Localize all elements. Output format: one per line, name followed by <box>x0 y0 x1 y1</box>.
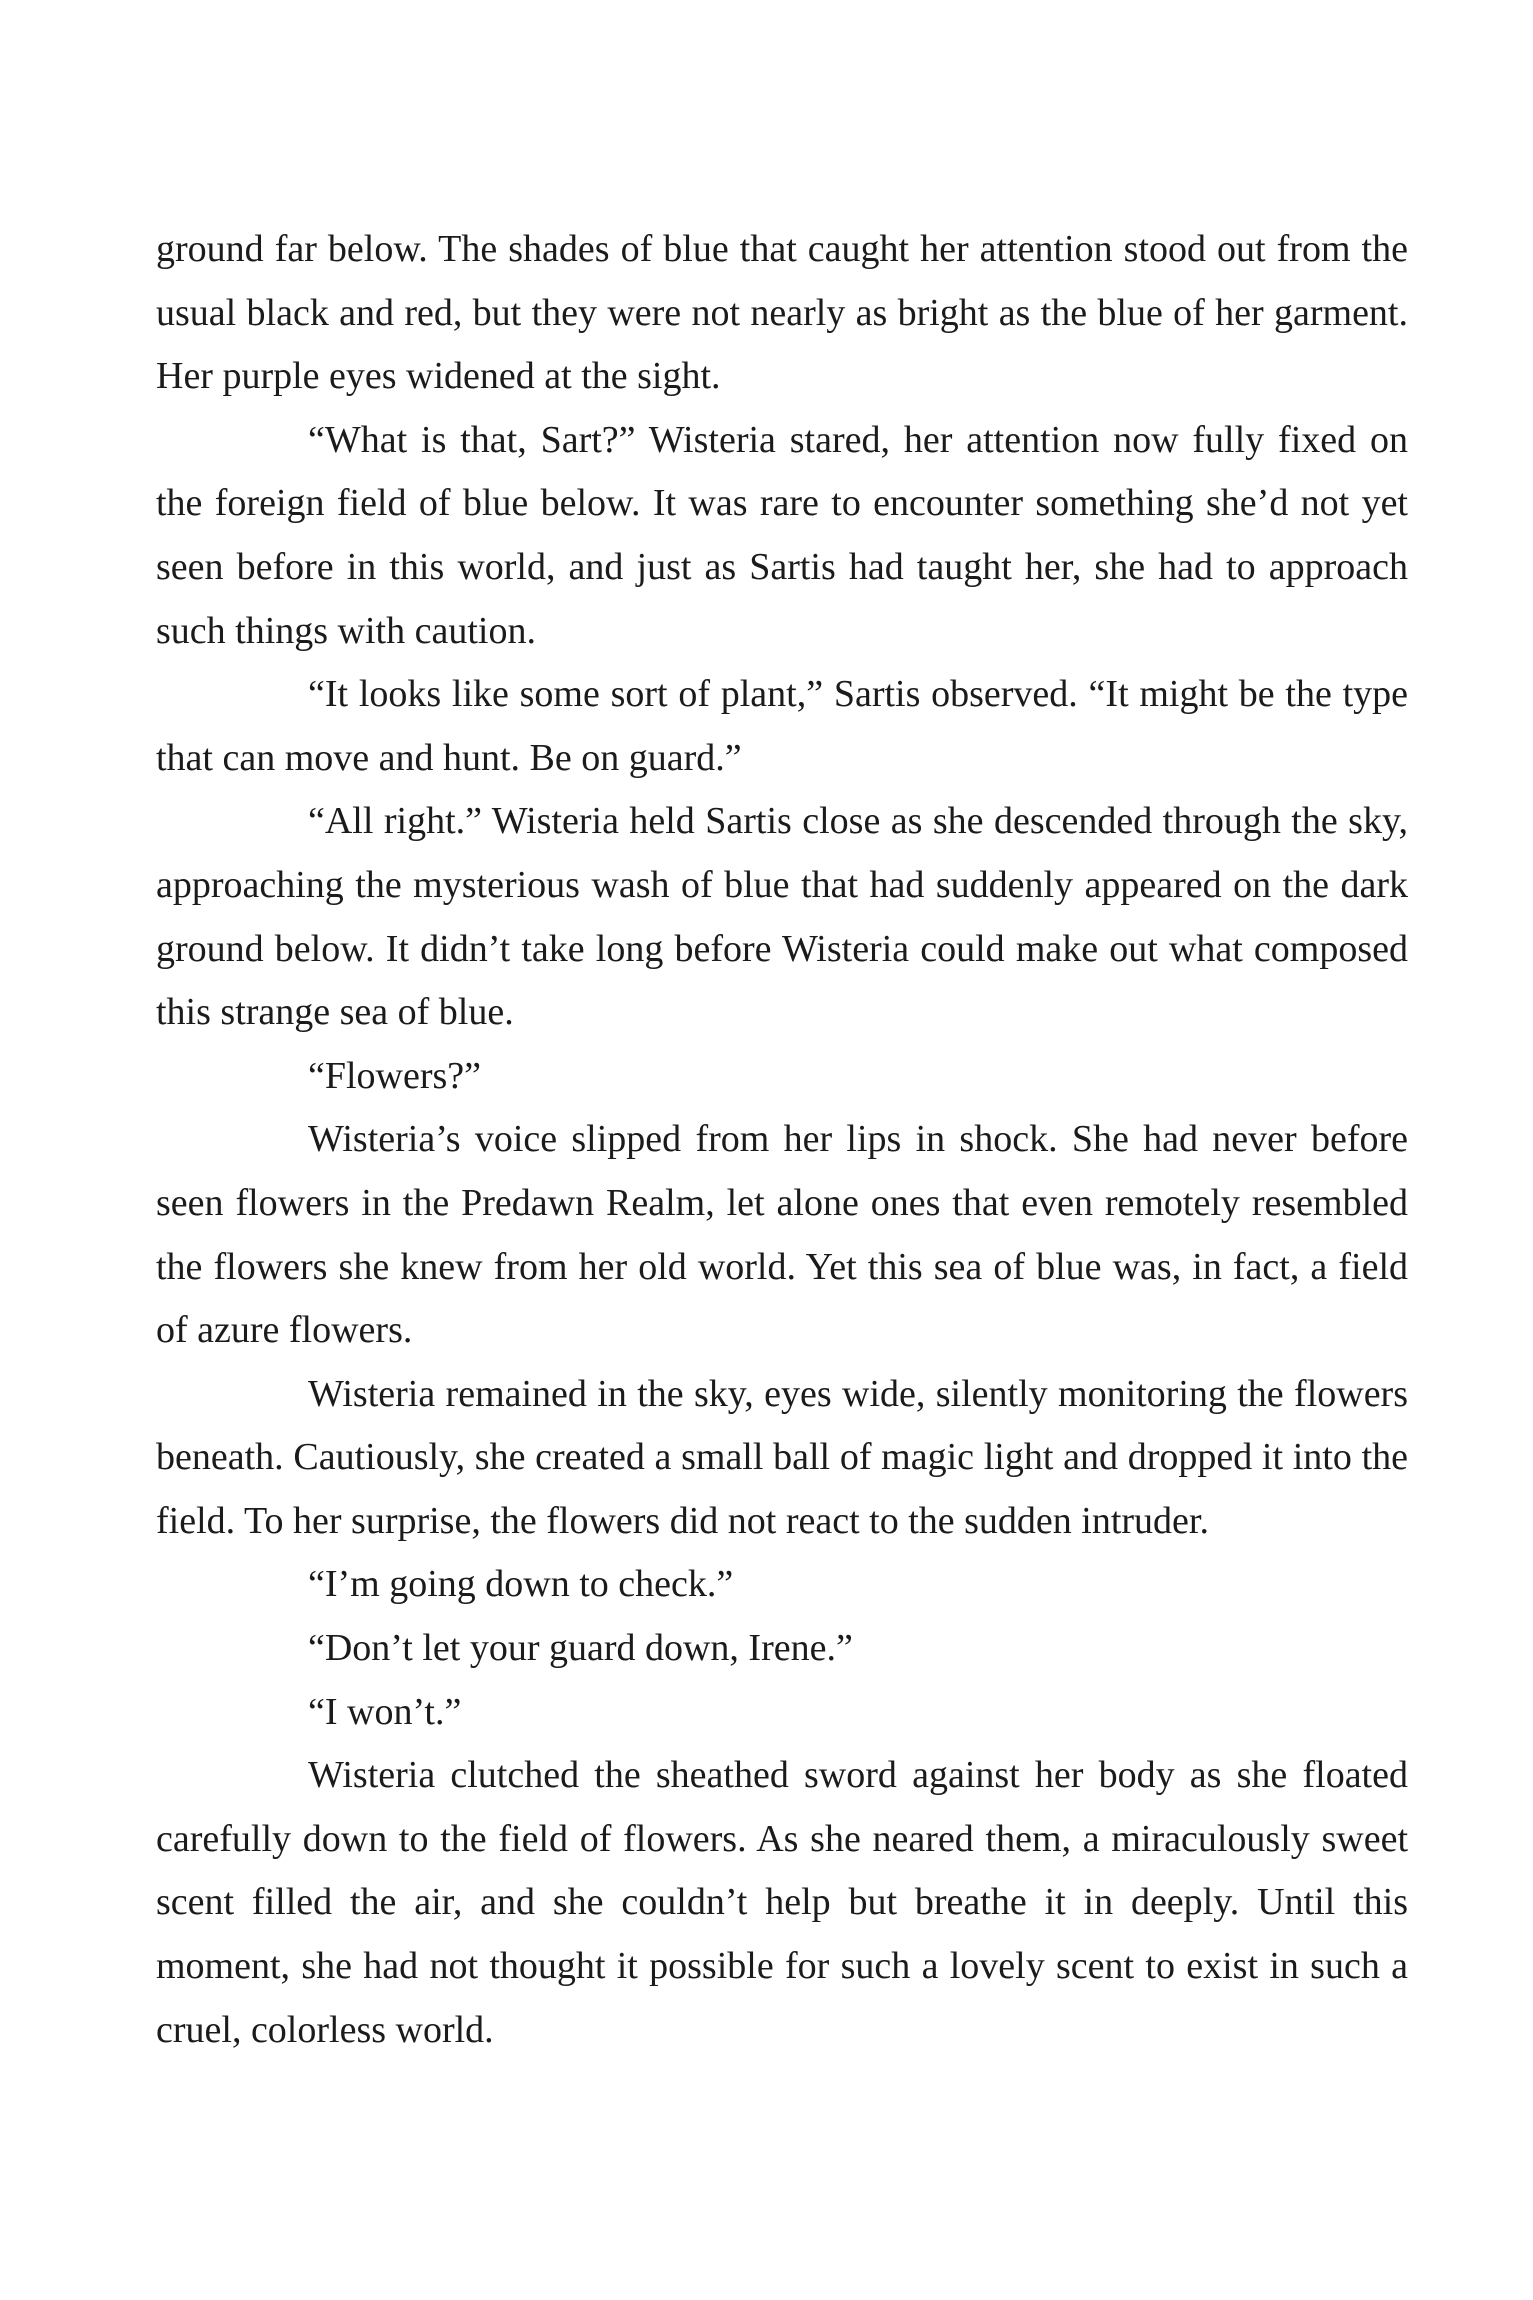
paragraph-4: “All right.” Wisteria held Sartis close as she descended through the sky, approaching the mysterious wash of blue that had suddenly appeared on the dark ground below. It didn’t take long before Wisteria could make out what composed this strange sea of blue. <box>156 800 1408 1034</box>
paragraph-11: Wisteria clutched the sheathed sword against her body as she floated carefully down to the field of flowers. As she neared them, a miraculously sweet scent filled the air, and she couldn’t help but breathe it in deeply. Until this moment, she had not thought it possible for such a lovely scent to exist in such a cruel, colorless world. <box>156 1754 1408 2051</box>
paragraph-2: “What is that, Sart?” Wisteria stared, her attention now fully fixed on the foreign field of blue below. It was rare to encounter something she’d not yet seen before in this world, and just as Sartis had taught her, she had to approach such things with caution. <box>156 418 1408 652</box>
paragraph-9: “Don’t let your guard down, Irene.” <box>308 1627 853 1670</box>
paragraph-1: ground far below. The shades of blue that caught her attention stood out from the usual black and red, but they were not nearly as bright as the blue of her garment. Her purple eyes widened at the sight. <box>156 228 1408 398</box>
paragraph-7: Wisteria remained in the sky, eyes wide, silently monitoring the flowers beneath. Cautiously, she created a small ball of magic light and dropped it into the field. To her surprise, the flowers did not react to the sudden intruder. <box>156 1372 1408 1542</box>
paragraph-8: “I’m going down to check.” <box>308 1563 734 1606</box>
paragraph-5: “Flowers?” <box>308 1054 482 1097</box>
paragraph-3: “It looks like some sort of plant,” Sartis observed. “It might be the type that can move and hunt. Be on guard.” <box>156 673 1408 779</box>
book-page-text <box>156 218 1408 2062</box>
paragraph-6: Wisteria’s voice slipped from her lips in shock. She had never before seen flowers in the Predawn Realm, let alone ones that even remotely resembled the flowers she knew from her old world. Yet this sea of blue was, in fact, a field of azure flowers. <box>156 1118 1408 1352</box>
paragraph-10: “I won’t.” <box>308 1690 462 1733</box>
